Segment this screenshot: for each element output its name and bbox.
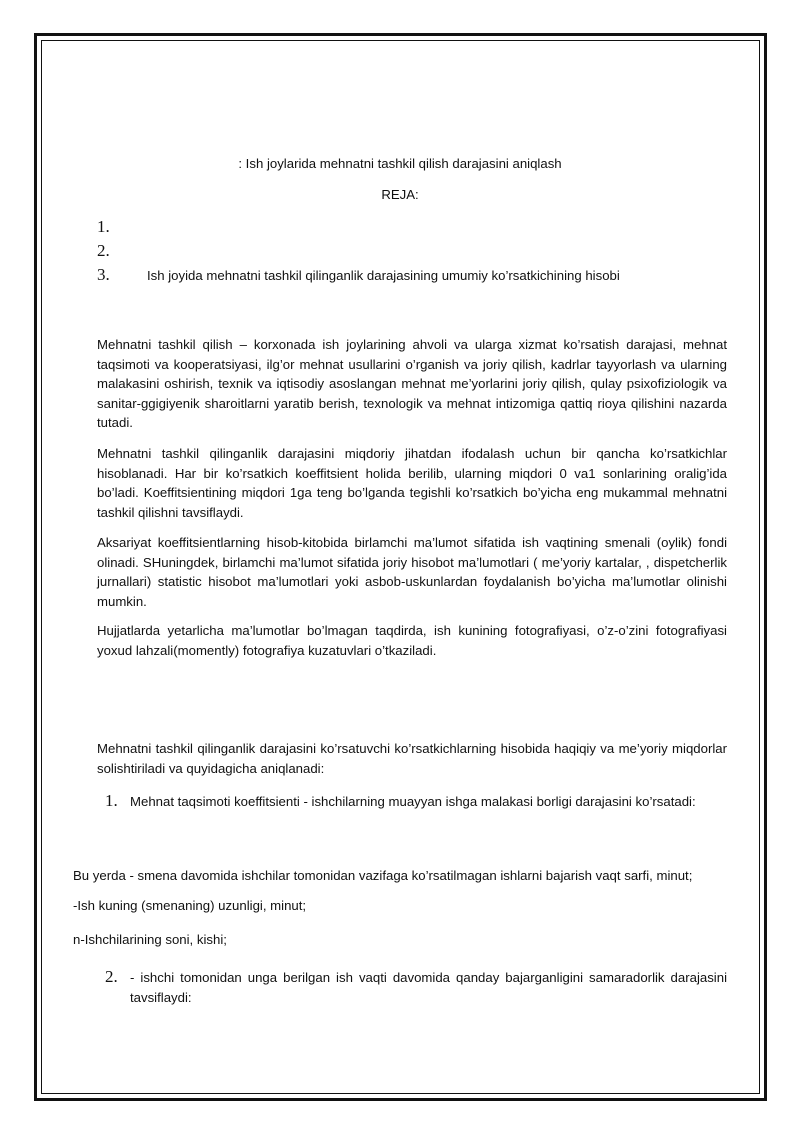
list-item-number: 1. — [105, 791, 118, 810]
plan-item — [97, 239, 737, 263]
plan-heading: REJA: — [381, 187, 419, 202]
plan-item-number: 2. — [97, 241, 110, 260]
definition-line: n-Ishchilarining soni, kishi; — [73, 932, 227, 947]
plan-item — [97, 215, 737, 239]
list-item-text: - ishchi tomonidan unga berilgan ish vaqti davomida qanday bajarganligini samaradorlik darajasini tavsiflaydi: — [130, 970, 727, 1005]
plan-item-text: Ish joyida mehnatni tashkil qilinganlik darajasining umumiy ko’rsatkichining hisobi — [147, 268, 620, 283]
definition-line: -Ish kuning (smenaning) uzunligi, minut; — [73, 898, 307, 913]
plan-item-number: 3. — [97, 265, 110, 284]
paragraph: Mehnatni tashkil qilish – korxonada ish joylarining ahvoli va ularga xizmat ko’rsatish darajasi, mehnat taqsimoti va kooperatsiyasi, ilg’or mehnat usullarini o’rganish va joriy qilish, kadrlar tayyorlash va ularning malakasini oshirish, texnik va iqtisodiy asoslangan mehnat me’yorlarini joriy qilish, qulay psixofiziologik va sanitar-ggigiyenik sharoitlarni yaratib berish, texnologik va mehnat intizomiga qattiq rioya qilishini nazarda tutadi. — [97, 337, 727, 430]
plan-item-number: 1. — [97, 217, 110, 236]
paragraph: Mehnatni tashkil qilinganlik darajasini miqdoriy jihatdan ifodalash uchun bir qancha ko’rsatkichlar hisoblanadi. Har bir ko’rsatkich koeffitsient holida berilib, ularning miqdori 0 va1 sonlarining oralig’ida bo’ladi. Koeffitsientining miqdori 1ga teng bo’lganda tegishli ko’rsatkich bo’yicha eng mukammal mehnatni tashkil qilishni tavsiflaydi. — [97, 446, 727, 520]
paragraph: Mehnatni tashkil qilinganlik darajasini ko’rsatuvchi ko’rsatkichlarning hisobida haqiqiy va me’yoriy miqdorlar solishtiriladi va quyidagicha aniqlanadi: — [97, 741, 727, 776]
plan-list — [97, 215, 737, 287]
paragraph: Hujjatlarda yetarlicha ma’lumotlar bo’lmagan taqdirda, ish kunining fotografiyasi, o’z-o’zini fotografiyasi yoxud lahzali(momently) fotografiya kuzatuvlari o’tkaziladi. — [97, 623, 727, 658]
definition-line: Bu yerda - smena davomida ishchilar tomonidan vazifaga ko’rsatilmagan ishlarni bajarish vaqt sarfi, minut; — [73, 868, 693, 883]
plan-item — [97, 263, 737, 287]
document-title: : Ish joylarida mehnatni tashkil qilish darajasini aniqlash — [238, 156, 562, 171]
list-item-text: Mehnat taqsimoti koeffitsienti - ishchilarning muayyan ishga malakasi borligi darajasini ko’rsatadi: — [130, 794, 696, 809]
paragraph: Aksariyat koeffitsientlarning hisob-kitobida birlamchi ma’lumot sifatida ish vaqtining smenali (oylik) fondi olinadi. SHuningdek, birlamchi ma’lumot sifatida joriy hisobot ma’lumotlari ( me’yoriy kartalar, , dispetcherlik jurnallari) statistic hisobot ma’lumotlari yoki asbob-uskunlardan foydalanish bo’yicha ma’lumotlar olinishi mumkin. — [97, 535, 727, 609]
list-item-number: 2. — [105, 967, 118, 986]
